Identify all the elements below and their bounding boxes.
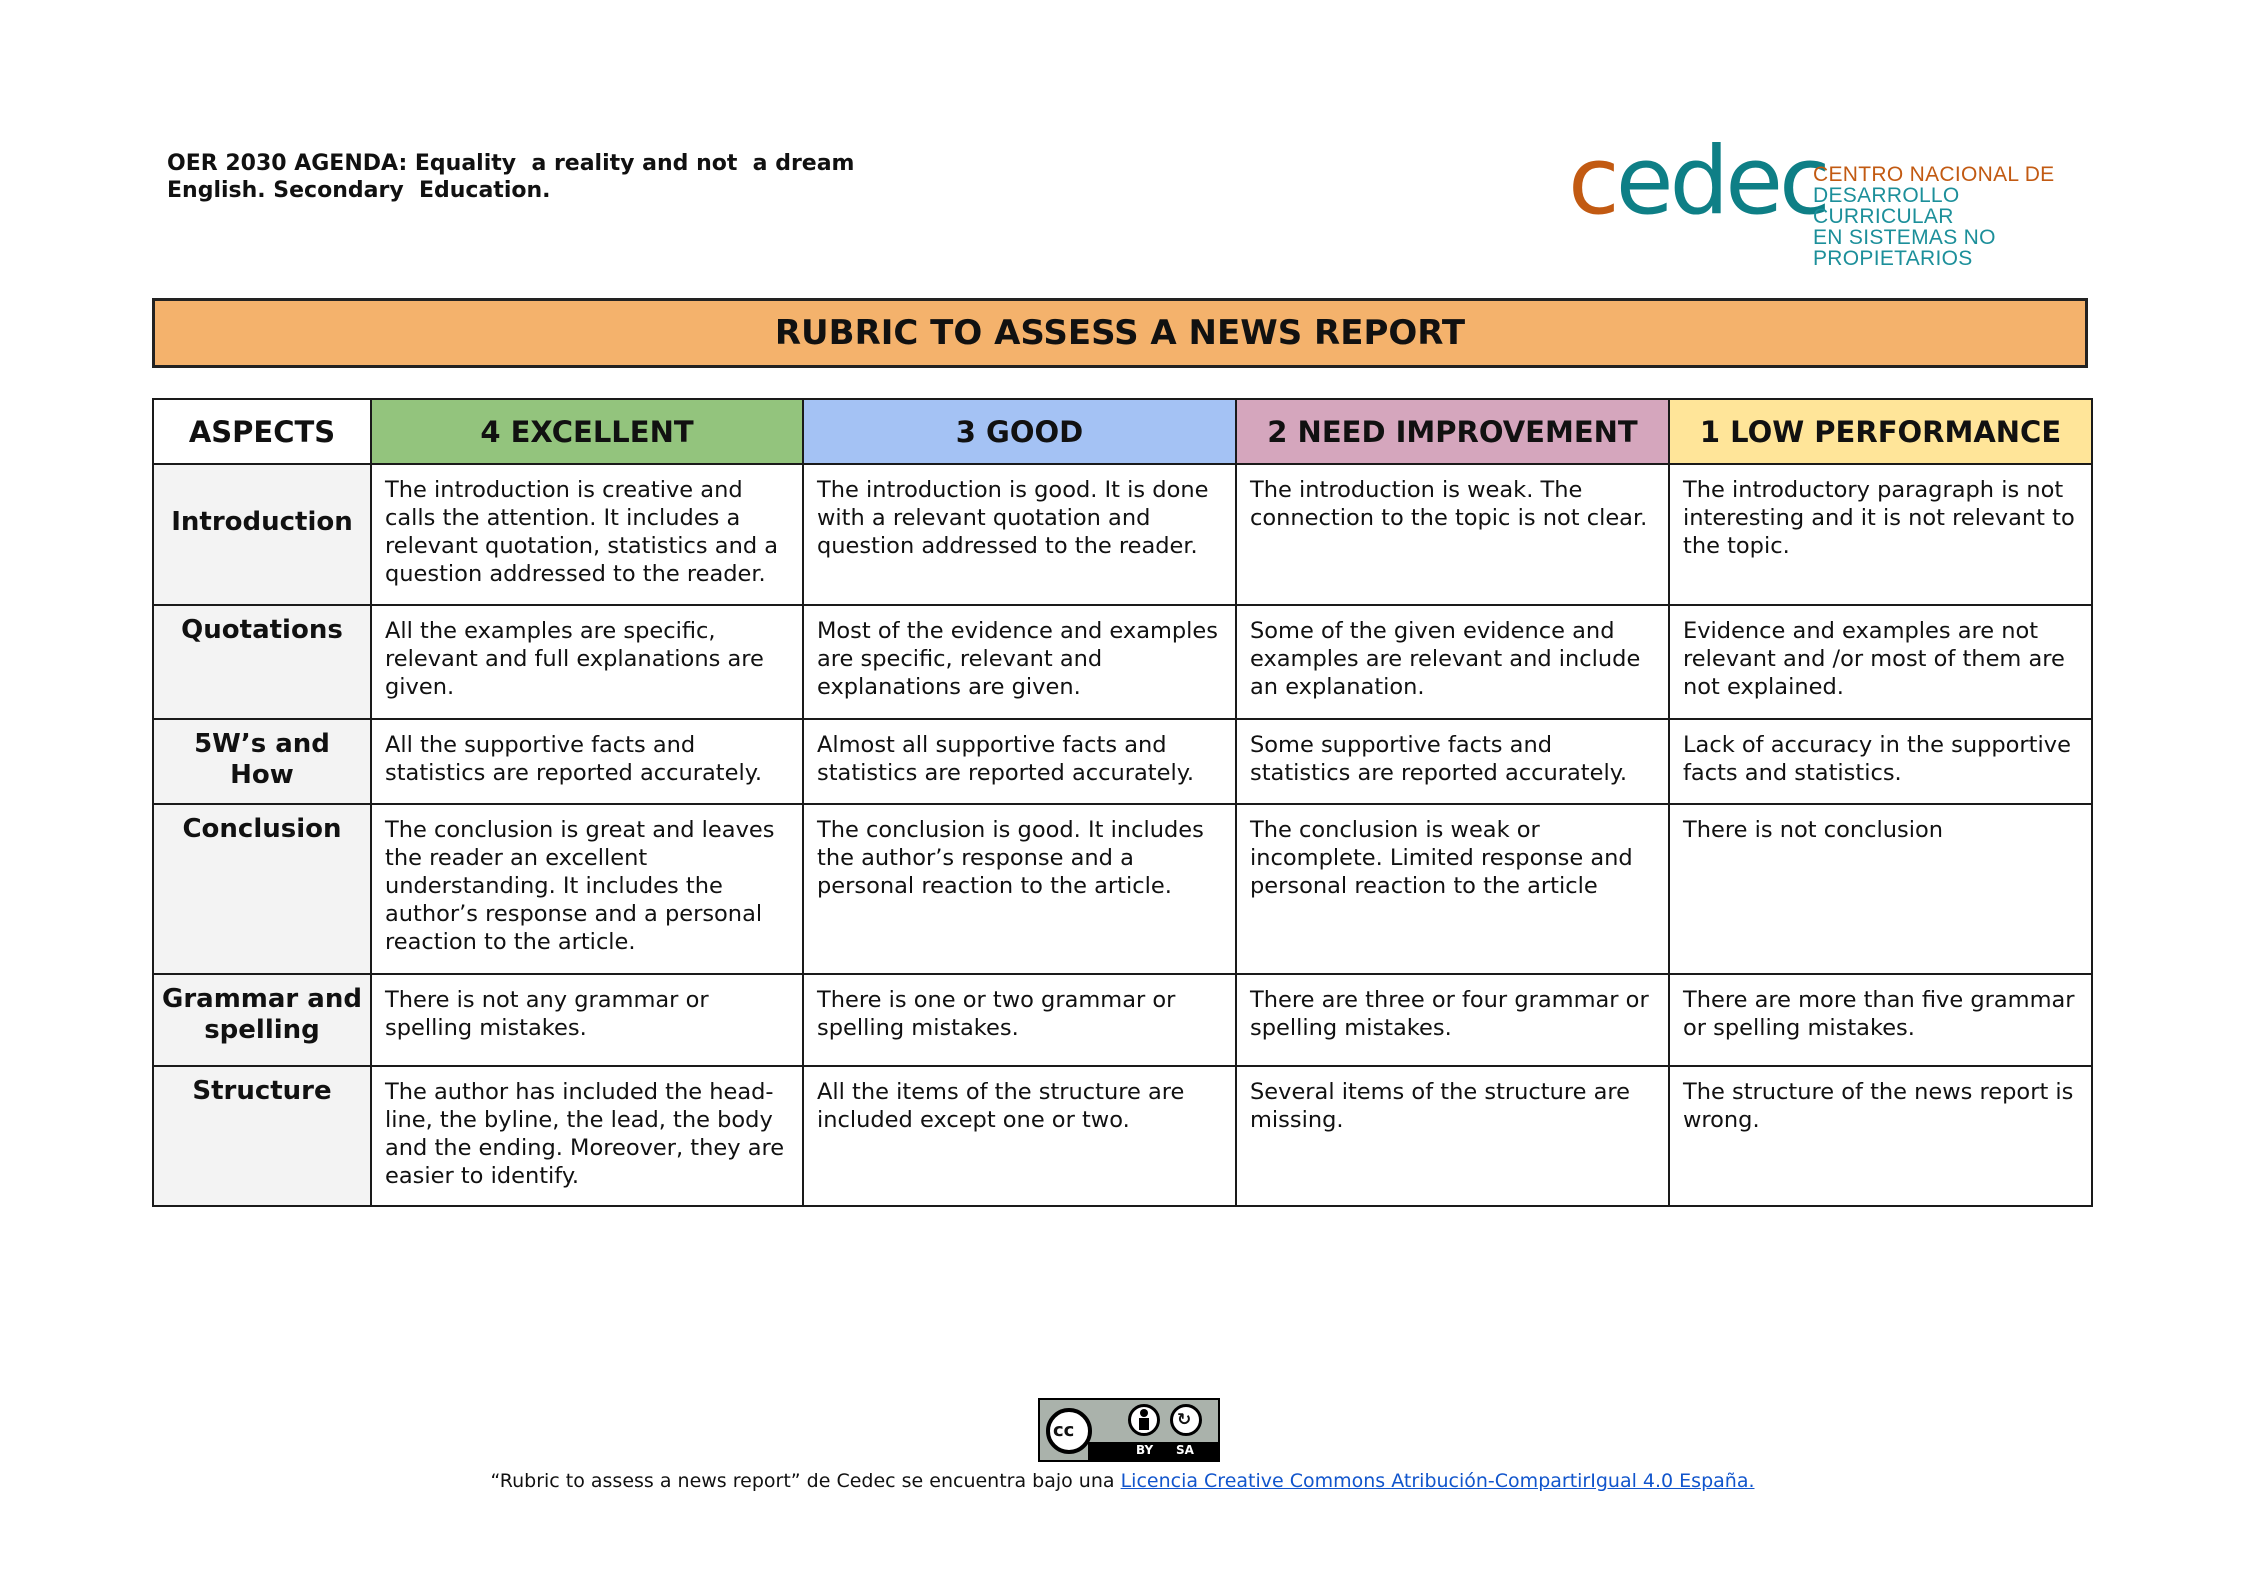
logo-sub-line-1: CENTRO NACIONAL DE bbox=[1813, 163, 2055, 186]
need-improvement-cell: Several items of the structure are missing. bbox=[1236, 1066, 1669, 1206]
good-cell: Almost all supportive facts and statistics are reported accurately. bbox=[803, 719, 1236, 804]
excellent-cell: The introduction is creative and calls the attention. It includes a relevant quotation, statistics and a question addressed to the reader. bbox=[371, 464, 803, 605]
aspect-cell: Conclusion bbox=[153, 804, 371, 974]
header-need-improvement: 2 NEED IMPROVEMENT bbox=[1236, 399, 1669, 464]
rubric-table bbox=[152, 398, 2093, 1207]
header-row bbox=[153, 399, 2092, 464]
logo-sub-line-3: EN SISTEMAS NO PROPIETARIOS bbox=[1813, 226, 1996, 270]
table-row bbox=[153, 804, 2092, 974]
license-link[interactable]: Licencia Creative Commons Atribución-CompartirIgual 4.0 España. bbox=[1120, 1470, 1755, 1492]
header-line-2: English. Secondary Education. bbox=[167, 178, 551, 203]
document-header bbox=[167, 150, 854, 204]
low-performance-cell: There are more than five grammar or spelling mistakes. bbox=[1669, 974, 2092, 1066]
aspect-cell: Introduction bbox=[153, 464, 371, 605]
table-row bbox=[153, 974, 2092, 1066]
low-performance-cell: Lack of accuracy in the supportive facts and statistics. bbox=[1669, 719, 2092, 804]
low-performance-cell: The structure of the news report is wrong. bbox=[1669, 1066, 2092, 1206]
header-low-performance: 1 LOW PERFORMANCE bbox=[1669, 399, 2092, 464]
table-row bbox=[153, 464, 2092, 605]
need-improvement-cell: The introduction is weak. The connection to the topic is not clear. bbox=[1236, 464, 1669, 605]
logo-letter-c: c bbox=[1568, 127, 1616, 236]
low-performance-cell: The introductory paragraph is not interesting and it is not relevant to the topic. bbox=[1669, 464, 2092, 605]
good-cell: The introduction is good. It is done with a relevant quotation and question addressed to the reader. bbox=[803, 464, 1236, 605]
excellent-cell: All the supportive facts and statistics are reported accurately. bbox=[371, 719, 803, 804]
footer-text: “Rubric to assess a news report” de Cedec se encuentra bajo una bbox=[490, 1470, 1121, 1492]
aspect-cell: Quotations bbox=[153, 605, 371, 719]
good-cell: Most of the evidence and examples are specific, relevant and explanations are given. bbox=[803, 605, 1236, 719]
aspect-cell: 5W’s and How bbox=[153, 719, 371, 804]
excellent-cell: There is not any grammar or spelling mistakes. bbox=[371, 974, 803, 1066]
excellent-cell: The author has included the head-line, the byline, the lead, the body and the ending. Moreover, they are easier to identify. bbox=[371, 1066, 803, 1206]
header-good: 3 GOOD bbox=[803, 399, 1236, 464]
rubric-title: RUBRIC TO ASSESS A NEWS REPORT bbox=[152, 298, 2088, 368]
share-alike-arrow-icon: ↻ bbox=[1177, 1410, 1192, 1430]
header-excellent: 4 EXCELLENT bbox=[371, 399, 803, 464]
need-improvement-cell: Some supportive facts and statistics are reported accurately. bbox=[1236, 719, 1669, 804]
license-footer bbox=[0, 1470, 2245, 1492]
attribution-person-body bbox=[1139, 1418, 1149, 1430]
table-row bbox=[153, 605, 2092, 719]
cc-badge-band bbox=[1088, 1442, 1218, 1460]
header-line-1: OER 2030 AGENDA: Equality a reality and not a dream bbox=[167, 151, 855, 176]
excellent-cell: The conclusion is great and leaves the reader an excellent understanding. It includes the author’s response and a personal reaction to the article. bbox=[371, 804, 803, 974]
cedec-logo-wordmark bbox=[1568, 127, 1827, 236]
attribution-person-head bbox=[1140, 1409, 1148, 1417]
good-cell: The conclusion is good. It includes the author’s response and a personal reaction to the article. bbox=[803, 804, 1236, 974]
table-row bbox=[153, 1066, 2092, 1206]
excellent-cell: All the examples are specific, relevant and full explanations are given. bbox=[371, 605, 803, 719]
cc-by-sa-badge[interactable] bbox=[1038, 1398, 1220, 1462]
header-aspects: ASPECTS bbox=[153, 399, 371, 464]
badge-by-label: BY bbox=[1136, 1443, 1154, 1457]
need-improvement-cell: There are three or four grammar or spelling mistakes. bbox=[1236, 974, 1669, 1066]
good-cell: There is one or two grammar or spelling mistakes. bbox=[803, 974, 1236, 1066]
low-performance-cell: Evidence and examples are not relevant and /or most of them are not explained. bbox=[1669, 605, 2092, 719]
logo-letters-edec: edec bbox=[1615, 127, 1827, 236]
logo-sub-line-2: DESARROLLO CURRICULAR bbox=[1813, 184, 1960, 228]
need-improvement-cell: The conclusion is weak or incomplete. Limited response and personal reaction to the article bbox=[1236, 804, 1669, 974]
badge-sa-label: SA bbox=[1176, 1443, 1194, 1457]
low-performance-cell: There is not conclusion bbox=[1669, 804, 2092, 974]
cedec-logo-subtitle bbox=[1813, 164, 2098, 269]
aspect-cell: Grammar and spelling bbox=[153, 974, 371, 1066]
need-improvement-cell: Some of the given evidence and examples are relevant and include an explanation. bbox=[1236, 605, 1669, 719]
cedec-logo bbox=[1568, 127, 2098, 270]
good-cell: All the items of the structure are included except one or two. bbox=[803, 1066, 1236, 1206]
cc-letters-icon: cc bbox=[1053, 1420, 1075, 1441]
table-row bbox=[153, 719, 2092, 804]
aspect-cell: Structure bbox=[153, 1066, 371, 1206]
